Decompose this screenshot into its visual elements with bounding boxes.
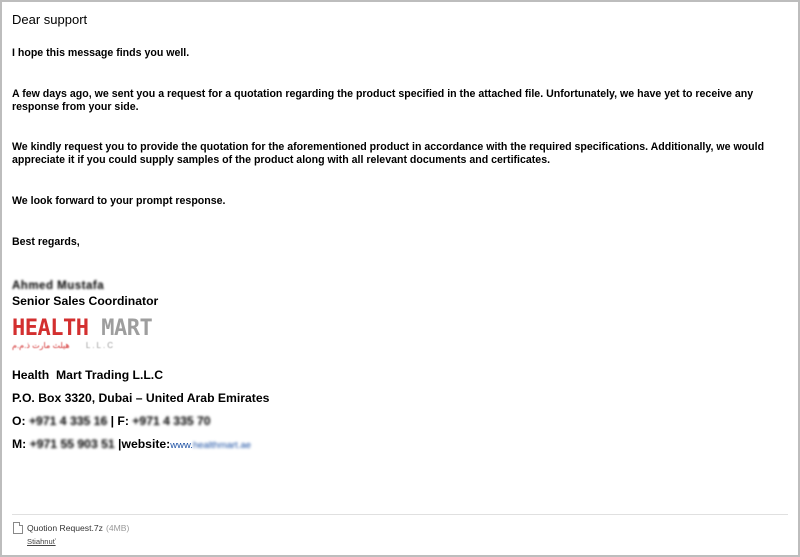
office-number: +971 4 335 16: [28, 414, 108, 428]
website-label: |website:: [114, 437, 171, 451]
mobile-number: +971 55 903 51: [29, 437, 115, 451]
attachment-divider: [12, 514, 788, 515]
company-logo: [12, 318, 157, 352]
email-closing: Best regards,: [12, 236, 80, 248]
attachment-download-link[interactable]: Stiahnuť: [27, 537, 56, 546]
attachment-size: (4MB): [105, 523, 130, 533]
file-icon: [13, 522, 23, 534]
website-prefix[interactable]: www.: [170, 440, 193, 451]
logo-subline: [12, 341, 155, 350]
email-paragraph: We kindly request you to provide the quotation for the aforementioned product in accordance with the required specifications. Additionally, we would appreciate it if you could supply samples of the product along with all relevant documents and certificates.: [12, 141, 765, 166]
website-domain[interactable]: healthmart.ae: [192, 440, 252, 451]
office-label: O:: [12, 414, 29, 428]
signature-phone-fax: [12, 414, 211, 428]
email-paragraph: A few days ago, we sent you a request for a quotation regarding the product specified in the attached file. Unfortunately, we have yet to receive any response from your side.: [12, 88, 754, 113]
email-paragraph: We look forward to your prompt response.: [12, 195, 226, 207]
logo-word-health: HEALTH: [12, 316, 89, 341]
signature-name: Ahmed Mustafa: [12, 280, 105, 292]
email-body: [12, 2, 788, 555]
fax-number: +971 4 335 70: [132, 414, 211, 428]
signature-company: Health Mart Trading L.L.C: [12, 368, 163, 382]
attachment-item[interactable]: [27, 523, 129, 533]
signature-title: Senior Sales Coordinator: [12, 294, 159, 308]
logo-wordmark: [12, 318, 152, 340]
mobile-label: M:: [12, 437, 30, 451]
email-paragraph: I hope this message finds you well.: [12, 47, 190, 59]
attachment-filename[interactable]: Quotion Request.7z: [27, 523, 103, 533]
signature-address: P.O. Box 3320, Dubai – United Arab Emirates: [12, 391, 270, 405]
website-link[interactable]: [170, 440, 251, 451]
logo-llc-text: L.L.C: [85, 341, 115, 350]
signature-mobile-website: [12, 437, 251, 451]
logo-arabic-text: هيلث مارت ذ.م.م: [12, 341, 70, 350]
logo-word-mart: MART: [101, 316, 153, 341]
fax-label: | F:: [107, 414, 133, 428]
email-greeting: Dear support: [12, 12, 88, 27]
